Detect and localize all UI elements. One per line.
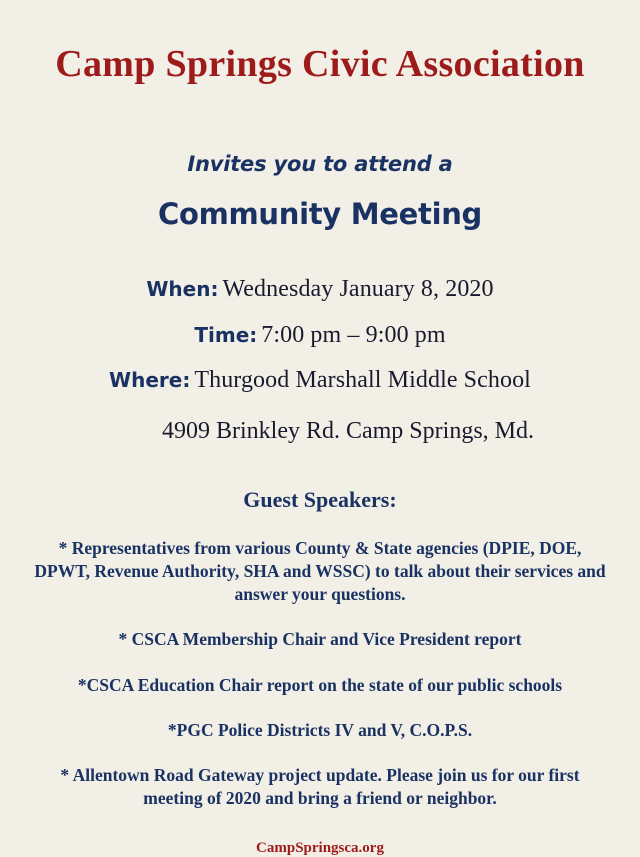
venue-address: 4909 Brinkley Rd. Camp Springs, Md. — [161, 418, 534, 445]
organization-title: Camp Springs Civic Association — [55, 43, 585, 85]
where-label: Where: — [109, 368, 191, 393]
detail-row-when — [146, 275, 493, 304]
speaker-item: * CSCA Membership Chair and Vice President report — [118, 629, 522, 650]
meeting-type-heading: Community Meeting — [157, 196, 483, 231]
where-value: Thurgood Marshall Middle School — [194, 367, 531, 394]
speaker-item: *PGC Police Districts IV and V, C.O.P.S. — [167, 719, 473, 740]
invitation-subtitle: Invites you to attend a — [187, 151, 453, 176]
time-value: 7:00 pm – 9:00 pm — [261, 321, 446, 348]
guest-speakers-heading: Guest Speakers: — [243, 487, 397, 513]
detail-row-where — [109, 366, 531, 395]
website-link[interactable]: CampSpringsca.org — [256, 839, 384, 856]
detail-row-time — [194, 321, 445, 350]
speaker-item: *CSCA Education Chair report on the state of our public schools — [77, 674, 563, 695]
when-label: When: — [146, 276, 219, 301]
when-value: Wednesday January 8, 2020 — [222, 275, 494, 302]
speaker-item: * Allentown Road Gateway project update. Please join us for our first meeting of 2020 and bring a friend or neighbor. — [60, 764, 580, 808]
speaker-item: * Representatives from various County & State agencies (DPIE, DOE, DPWT, Revenue Authority, SHA and WSSC) to talk about their services and answer your questions. — [34, 538, 606, 605]
time-label: Time: — [194, 322, 258, 347]
event-details — [26, 275, 614, 445]
